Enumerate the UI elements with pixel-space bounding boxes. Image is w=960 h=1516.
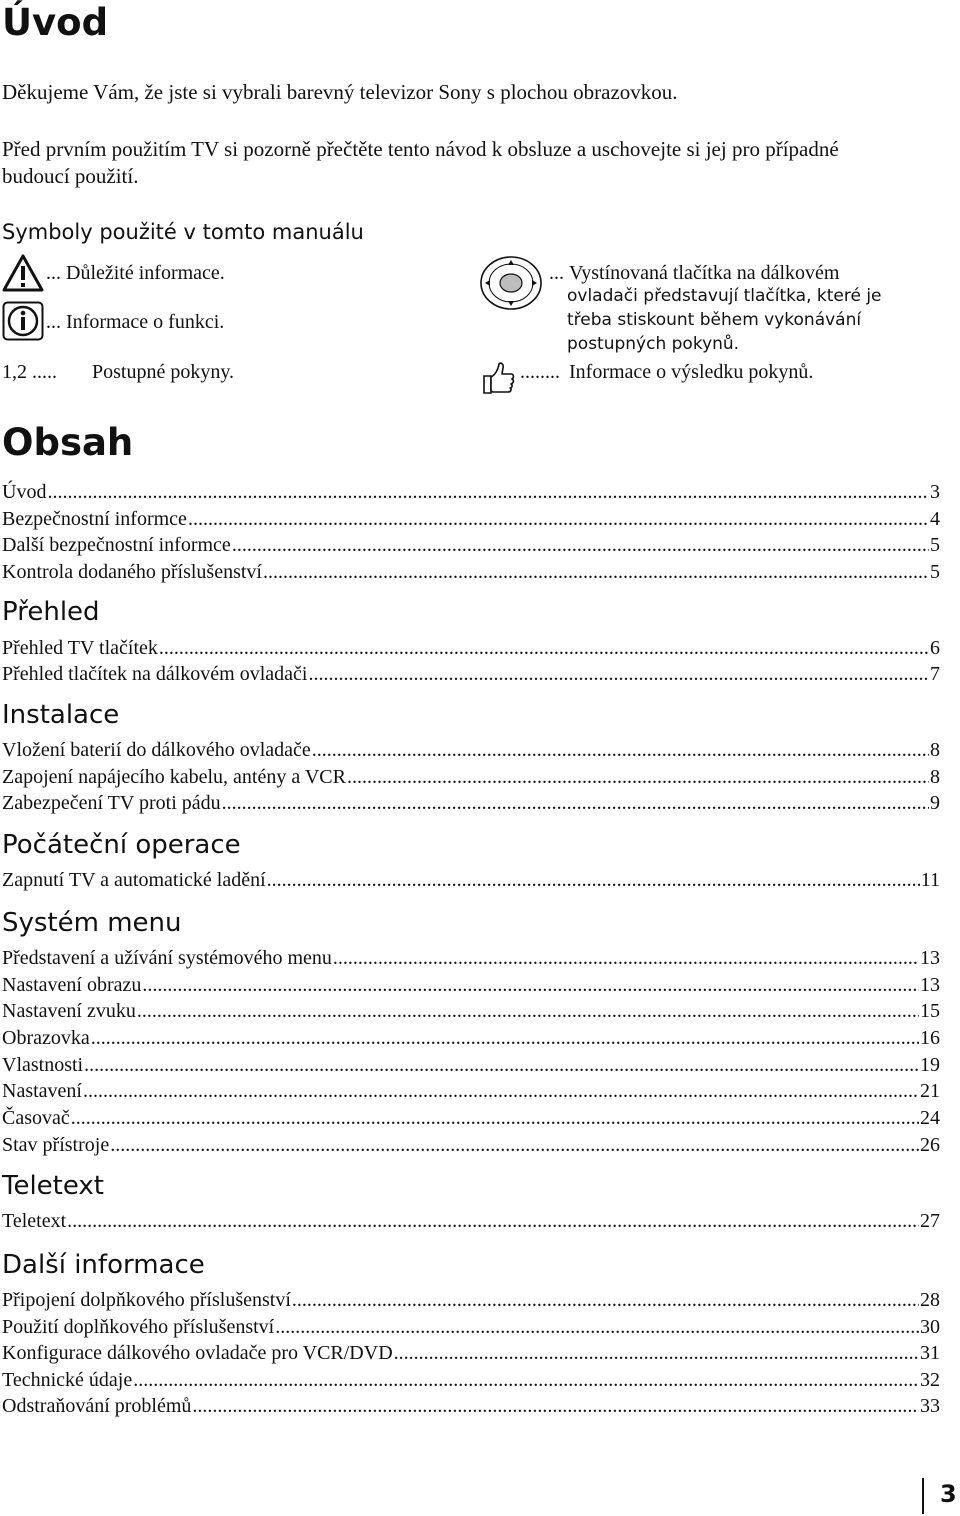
page-number-divider [922,1478,924,1514]
intro-paragraph-1: Děkujeme Vám, že jste si vybrali barevný televizor Sony s plochou obrazovkou. [2,80,678,104]
symbol-result-label: Informace o výsledku pokynů. [569,361,814,383]
toc-section-heading: Další informace [2,1250,205,1280]
toc-entry[interactable]: Představení a užívání systémového menu ..... 13 [2,945,940,971]
remote-dpad-icon [478,254,544,312]
symbol-remote-label-line-3: třeba stiskount během vykonávání [567,310,862,330]
toc-section-heading: Instalace [2,700,120,730]
toc-section-heading: Teletext [2,1171,104,1201]
symbol-steps-label: Postupné pokyny. [92,361,235,383]
toc-entry[interactable]: Bezpečnostní informce ..... 4 [2,506,940,532]
toc-section-heading: Systém menu [2,908,182,938]
symbol-warning-label: Důležité informace. [66,262,225,284]
symbol-info-prefix: ... [46,311,61,333]
toc-entry[interactable]: Přehled tlačítek na dálkovém ovladači ..... 7 [2,661,940,687]
toc-section-heading: Přehled [2,597,100,627]
toc-section-heading: Počáteční operace [2,830,241,860]
toc-entry[interactable]: Vložení baterií do dálkového ovladače ..... 8 [2,737,940,763]
toc-entry[interactable]: Nastavení ..... 21 [2,1078,940,1104]
symbol-remote-label-line-1: Vystínovaná tlačítka na dálkovém [569,262,840,284]
symbol-result-prefix: ........ [520,361,560,383]
toc-entry[interactable]: Nastavení zvuku ..... 15 [2,998,940,1024]
toc-entry[interactable]: Připojení dolpňkového příslušenství ..... 28 [2,1287,940,1313]
toc-entry[interactable]: Kontrola dodaného příslušenství ..... 5 [2,559,940,585]
symbol-remote-label-line-2: ovladači představují tlačítka, které je [567,286,882,306]
warning-icon [2,254,44,292]
symbol-warning-prefix: ... [46,262,61,284]
symbols-heading: Symboly použité v tomto manuálu [2,220,364,244]
toc-entry[interactable]: Technické údaje ..... 32 [2,1367,940,1393]
symbol-steps-prefix: 1,2 ..... [2,361,57,383]
intro-paragraph-2-line-1: Před prvním použitím TV si pozorně přečtěte tento návod k obsluze a uschovejte si jej pro případné [2,137,839,161]
toc-entry[interactable]: Stav přístroje ..... 26 [2,1132,940,1158]
intro-paragraph-2-line-2: budoucí použití. [2,164,139,188]
toc-entry[interactable]: Použití doplňkového příslušenství ..... 30 [2,1314,940,1340]
toc-entry[interactable]: Zapojení napájecího kabelu, antény a VCR ..... 8 [2,764,940,790]
toc-entry[interactable]: Vlastnosti ..... 19 [2,1052,940,1078]
symbol-remote-prefix: ... [549,262,564,284]
toc-entry[interactable]: Časovač ..... 24 [2,1105,940,1131]
toc-title: Obsah [2,421,134,464]
toc-entry[interactable]: Nastavení obrazu ..... 13 [2,972,940,998]
toc-entry[interactable]: Zabezpečení TV proti pádu ..... 9 [2,790,940,816]
toc-entry[interactable]: Zapnutí TV a automatické ladění ..... 11 [2,867,940,893]
symbol-info-label: Informace o funkci. [66,311,225,333]
toc-entry[interactable]: Další bezpečnostní informce ..... 5 [2,532,940,558]
toc-entry[interactable]: Odstraňování problémů ..... 33 [2,1393,940,1419]
toc-entry[interactable]: Konfigurace dálkového ovladače pro VCR/DVD ..... 31 [2,1340,940,1366]
toc-entry[interactable]: Přehled TV tlačítek ..... 6 [2,635,940,661]
toc-entry[interactable]: Úvod ..... 3 [2,479,940,505]
symbol-remote-label-line-4: postupných pokynů. [567,334,740,354]
page-title: Úvod [2,1,109,44]
toc-entry[interactable]: Teletext ..... 27 [2,1208,940,1234]
info-icon [2,301,44,341]
page-number: 3 [940,1480,957,1508]
toc-entry[interactable]: Obrazovka ..... 16 [2,1025,940,1051]
thumbs-up-icon [480,360,516,396]
